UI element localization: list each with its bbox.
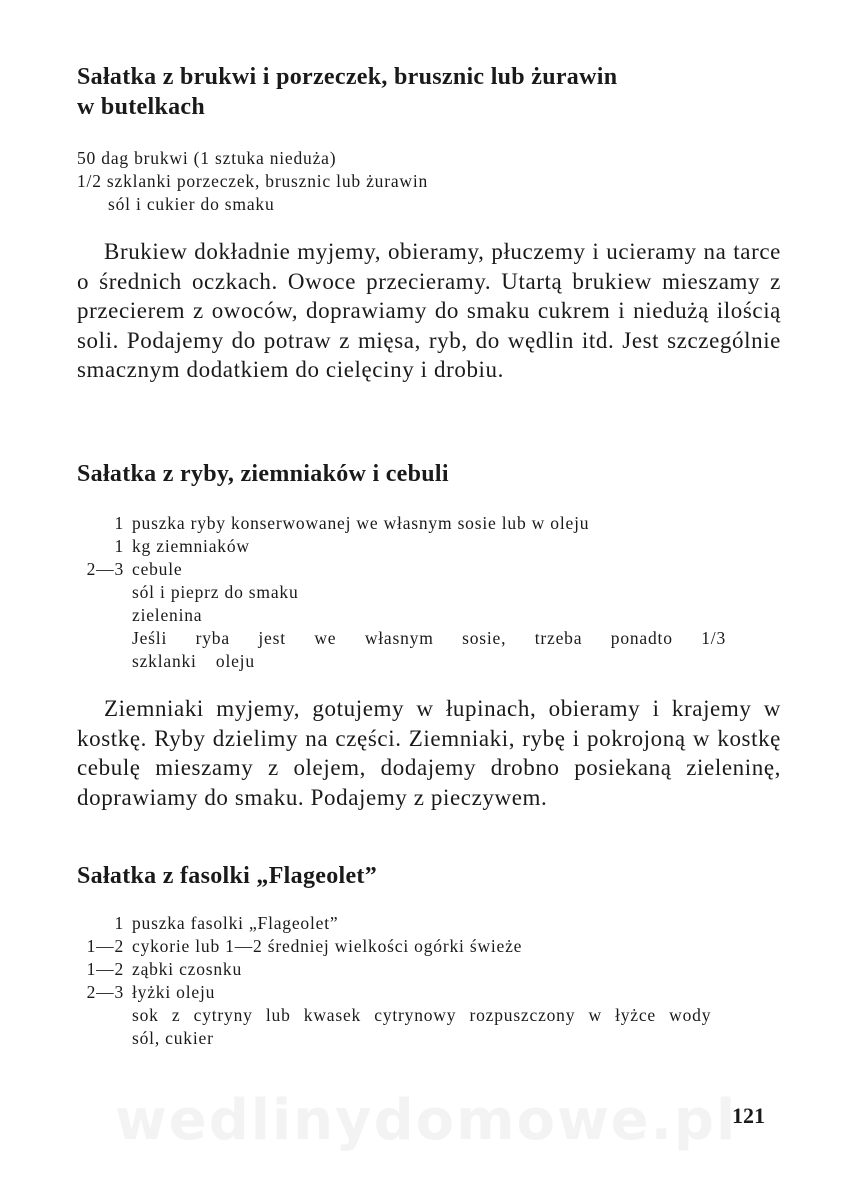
- ingredient-item: zielenina: [132, 605, 203, 625]
- ingredient-item: 2—3 cebule: [77, 558, 781, 581]
- ingredient-item: 2—3 łyżki oleju: [77, 981, 781, 1004]
- ingredient-item: 1 puszka ryby konserwowanej we własnym sosie lub w oleju: [77, 512, 781, 535]
- ingredient-item: 1/2 szklanki porzeczek, brusznic lub żurawin: [77, 171, 429, 191]
- recipe-instructions-fish: Ziemniaki myjemy, gotujemy w łupinach, obieramy i krajemy w kostkę. Ryby dzielimy na części. Ziemniaki, rybę i pokrojoną w kostkę cebulę mieszamy z olejem, dodajemy drobno posiekaną zieleninę, doprawiamy do smaku. Podajemy z pieczywem.: [77, 696, 781, 810]
- ingredient-qty: 1: [114, 513, 124, 533]
- ingredient-item: sól i pieprz do smaku: [132, 582, 299, 602]
- ingredient-item: 1—2 ząbki czosnku: [77, 958, 781, 981]
- ingredient-qty: 2—3: [86, 559, 124, 579]
- ingredient-list-rutabaga: [77, 147, 597, 216]
- page-number: 121: [732, 1103, 765, 1128]
- recipe-instructions-rutabaga: Brukiew dokładnie myjemy, obieramy, płuczemy i ucieramy na tarce o średnich oczkach. Owoce przecieramy. Utartą brukiew mieszamy z przecierem z owoców, doprawiamy do smaku cukrem i niedużą ilością soli. Podajemy do potraw z mięsa, ryb, do wędlin itd. Jest szczególnie smacznym dodatkiem do cielęciny i drobiu.: [77, 239, 781, 382]
- ingredient-list-fish: [77, 512, 781, 673]
- ingredient-qty: 2—3: [86, 982, 124, 1002]
- ingredient-item: 1 kg ziemniaków: [77, 535, 781, 558]
- ingredient-qty: 1: [114, 536, 124, 556]
- ingredient-item: 1—2 cykorie lub 1—2 średniej wielkości ogórki świeże: [77, 935, 781, 958]
- ingredient-item: sól, cukier: [132, 1028, 214, 1048]
- ingredient-item: 50 dag brukwi (1 sztuka nieduża): [77, 148, 337, 168]
- site-watermark: wedlinydomowe.pl: [115, 1088, 738, 1153]
- recipe-title-fish-potato-salad: Sałatka z ryby, ziemniaków i cebuli: [77, 461, 449, 487]
- ingredient-qty: 1—2: [86, 959, 124, 979]
- ingredient-item: 1 puszka fasolki „Flageolet”: [77, 912, 781, 935]
- ingredient-qty: 1: [114, 913, 124, 933]
- ingredient-item: Jeśli ryba jest we własnym sosie, trzeba ponadto 1/3 szklanki oleju: [132, 628, 726, 671]
- recipe-title-rutabaga-salad: Sałatka z brukwi i porzeczek, brusznic lub żurawin w butelkach: [77, 64, 618, 120]
- ingredient-list-flageolet: [77, 912, 781, 1050]
- ingredient-qty: 1—2: [86, 936, 124, 956]
- ingredient-item: sok z cytryny lub kwasek cytrynowy rozpuszczony w łyżce wody: [132, 1005, 712, 1025]
- recipe-title-flageolet-salad: Sałatka z fasolki „Flageolet”: [77, 863, 378, 889]
- ingredient-item: sól i cukier do smaku: [108, 194, 275, 214]
